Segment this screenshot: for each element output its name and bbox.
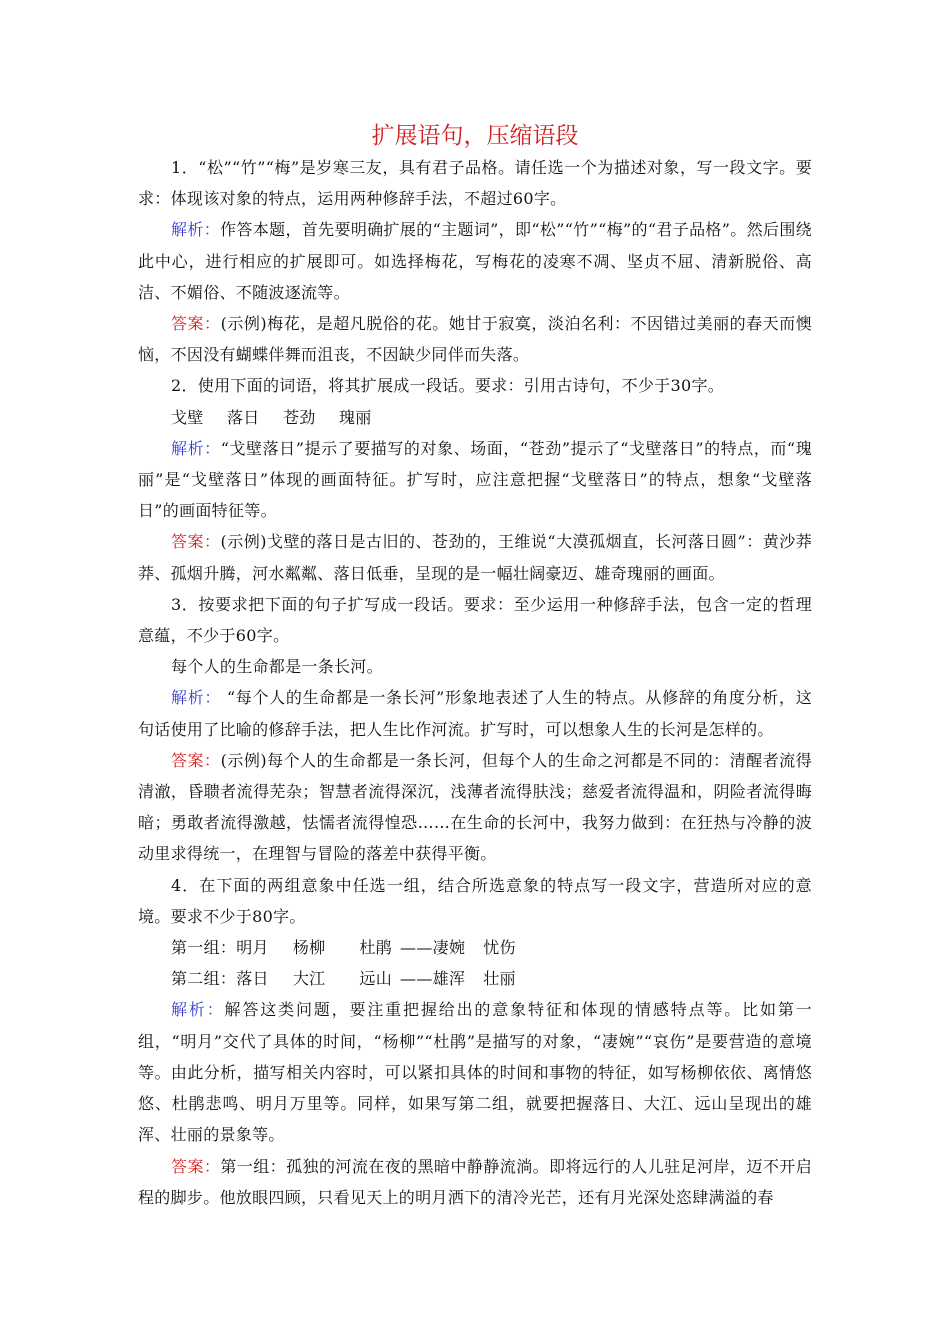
question-2: 2．使用下面的词语，将其扩展成一段话。要求：引用古诗句，不少于30字。 — [171, 376, 725, 396]
group-label: 第一组： — [171, 938, 237, 958]
word: 瑰丽 — [339, 407, 372, 427]
analysis-label: 解析： — [171, 220, 221, 240]
answer-label: 答案： — [171, 1156, 221, 1176]
document-body — [138, 152, 812, 1213]
analysis-3 — [138, 682, 812, 744]
answer-text: 第一组：孤独的河流在夜的黑暗中静静流淌。即将远行的人儿驻足河岸，迈不开启程的脚步。他放眼四顾，只看见天上的明月洒下的清冷光芒，还有月光深处恣肆满溢的春 — [138, 1156, 812, 1207]
answer-4 — [138, 1151, 812, 1213]
image-item: 远山 — [359, 969, 393, 989]
analysis-4 — [138, 994, 812, 1150]
word: 苍劲 — [283, 407, 316, 427]
question-3: 3．按要求把下面的句子扩写成一段话。要求：至少运用一种修辞手法，包含一定的哲理意蕴，不少于60字。 — [138, 594, 812, 646]
answer-2 — [138, 526, 812, 588]
answer-label: 答案： — [171, 750, 221, 770]
word: 落日 — [227, 407, 260, 427]
analysis-1 — [138, 214, 812, 308]
question-4: 4．在下面的两组意象中任选一组，结合所选意象的特点写一段文字，营造所对应的意境。要求不少于80字。 — [138, 875, 812, 926]
answer-label: 答案： — [171, 314, 221, 334]
answer-text: (示例)戈壁的落日是古旧的、苍劲的，王维说“大漠孤烟直，长河落日圆”：黄沙莽莽、孤烟升腾，河水粼粼、落日低垂，呈现的是一幅壮阔豪迈、雄奇瑰丽的画面。 — [138, 532, 812, 583]
analysis-text: 作答本题，首先要明确扩展的“主题词”，即“松”“竹”“梅”的“君子品格”。然后围绕此中心，进行相应的扩展即可。如选择梅花，写梅花的凌寒不凋、坚贞不屈、清新脱俗、高洁、不媚俗、不随波逐流等。 — [138, 220, 812, 302]
analysis-text: “每个人的生命都是一条长河”形象地表述了人生的特点。从修辞的角度分析，这句话使用了比喻的修辞手法，把人生比作河流。扩写时，可以想象人生的长河是怎样的。 — [138, 688, 813, 739]
page-title: 扩展语句，压缩语段 — [371, 123, 579, 149]
image-item: 杜鹃 — [359, 938, 393, 958]
mood-item: 壮丽 — [483, 969, 516, 989]
word-list — [138, 402, 812, 433]
source-sentence: 每个人的生命都是一条长河。 — [171, 657, 383, 677]
word: 戈壁 — [171, 407, 204, 427]
mood-item: 雄浑 — [432, 969, 466, 989]
mood-item: 忧伤 — [483, 938, 516, 958]
answer-1 — [138, 308, 812, 370]
image-group-2 — [138, 963, 812, 994]
image-item: 落日 — [236, 969, 269, 989]
analysis-label: 解析： — [171, 1000, 225, 1020]
dash: —— — [400, 938, 433, 958]
analysis-label: 解析： — [171, 438, 221, 458]
analysis-text: 解答这类问题，要注重把握给出的意象特征和体现的情感特点等。比如第一组，“明月”交代了具体的时间，“杨柳”“杜鹃”是描写的对象，“凄婉”“哀伤”是要营造的意境等。由此分析，描写相关内容时，可以紧扣具体的时间和事物的特征，如写杨柳依依、离情悠悠、杜鹃悲鸣、明月万里等。同样，如果写第二组，就要把握落日、大江、远山呈现出的雄浑、壮丽的景象等。 — [138, 1000, 812, 1145]
answer-text: (示例)每个人的生命都是一条长河，但每个人的生命之河都是不同的：清醒者流得清澈，昏聩者流得芜杂；智慧者流得深沉，浅薄者流得肤浅；慈爱者流得温和，阴险者流得晦暗；勇敢者流得激越，怯懦者流得惶恐……在生命的长河中，我努力做到：在狂热与冷静的波动里求得统一，在理智与冒险的落差中获得平衡。 — [138, 750, 812, 864]
answer-text: (示例)梅花，是超凡脱俗的花。她甘于寂寞，淡泊名利：不因错过美丽的春天而懊恼，不因没有蝴蝶伴舞而沮丧，不因缺少同伴而失落。 — [138, 314, 812, 365]
analysis-2 — [138, 433, 812, 527]
answer-3 — [138, 745, 812, 870]
image-group-1 — [138, 932, 812, 963]
analysis-label: 解析： — [171, 688, 222, 708]
mood-item: 凄婉 — [432, 938, 466, 958]
dash: —— — [400, 969, 433, 989]
image-item: 杨柳 — [292, 938, 326, 958]
analysis-text: “戈壁落日”提示了要描写的对象、场面，“苍劲”提示了“戈壁落日”的特点，而“瑰丽”是“戈壁落日”体现的画面特征。扩写时，应注意把握“戈壁落日”的特点，想象“戈壁落日”的画面特征等。 — [138, 438, 812, 521]
question-1: 1．“松”“竹”“梅”是岁寒三友，具有君子品格。请任选一个为描述对象，写一段文字。要求：体现该对象的特点，运用两种修辞手法，不超过60字。 — [138, 158, 812, 209]
image-item: 大江 — [292, 969, 326, 989]
image-item: 明月 — [236, 938, 269, 958]
group-label: 第二组： — [171, 969, 237, 989]
answer-label: 答案： — [171, 532, 221, 552]
